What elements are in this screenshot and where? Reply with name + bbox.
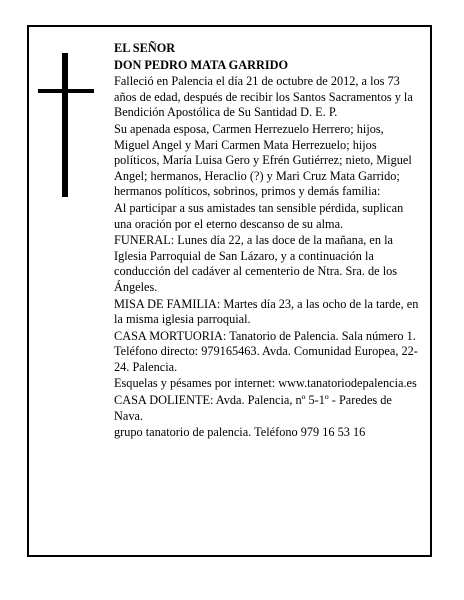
internet-paragraph: Esquelas y pésames por internet: www.tanatoriodepalencia.es [114,376,417,391]
family-paragraph: Su apenada esposa, Carmen Herrezuelo Herrero; hijos, Miguel Angel y Mari Carmen Mata Herrezuelo; hijos políticos, María Luisa Gero y Efrén Gutiérrez; nieto, Miguel Angel; hermanos, Heraclio (?) y Mari Cruz Mata Garrido; hermanos políticos, sobrinos, primos y demás familia: [114,121,412,199]
cross-icon-horizontal [38,89,94,93]
funeral-paragraph: FUNERAL: Lunes día 22, a las doce de la mañana, en la Iglesia Parroquial de San Lázaro, y a continuación la conducción del cadáver al cementerio de Ntra. Sra. de los Ángeles. [114,233,398,294]
prayer-paragraph: Al participar a sus amistades tan sensible pérdida, suplican una oración por el eterno descanso de su alma. [114,200,404,231]
obituary-text [114,41,422,442]
cross-icon-vertical [62,53,68,197]
mourning-house-paragraph: CASA DOLIENTE: Avda. Palencia, nº 5-1º - Paredes de Nava. [114,393,392,423]
death-paragraph: Falleció en Palencia el día 21 de octubre de 2012, a los 73 años de edad, después de recibir los Santos Sacramentos y la Bendición Apostólica de Su Santidad D. E. P. [114,74,413,120]
deceased-name: DON PEDRO MATA GARRIDO [114,57,289,72]
group-contact-paragraph: grupo tanatorio de palencia. Teléfono 979 16 53 16 [114,425,366,440]
mortuary-paragraph: CASA MORTUORIA: Tanatorio de Palencia. Sala número 1. Teléfono directo: 979165463. Avda. Comunidad Europea, 22-24. Palencia. [114,328,418,374]
family-mass-paragraph: MISA DE FAMILIA: Martes día 23, a las ocho de la tarde, en la misma iglesia parroquial. [114,296,419,327]
obituary-title: EL SEÑOR [114,41,176,55]
